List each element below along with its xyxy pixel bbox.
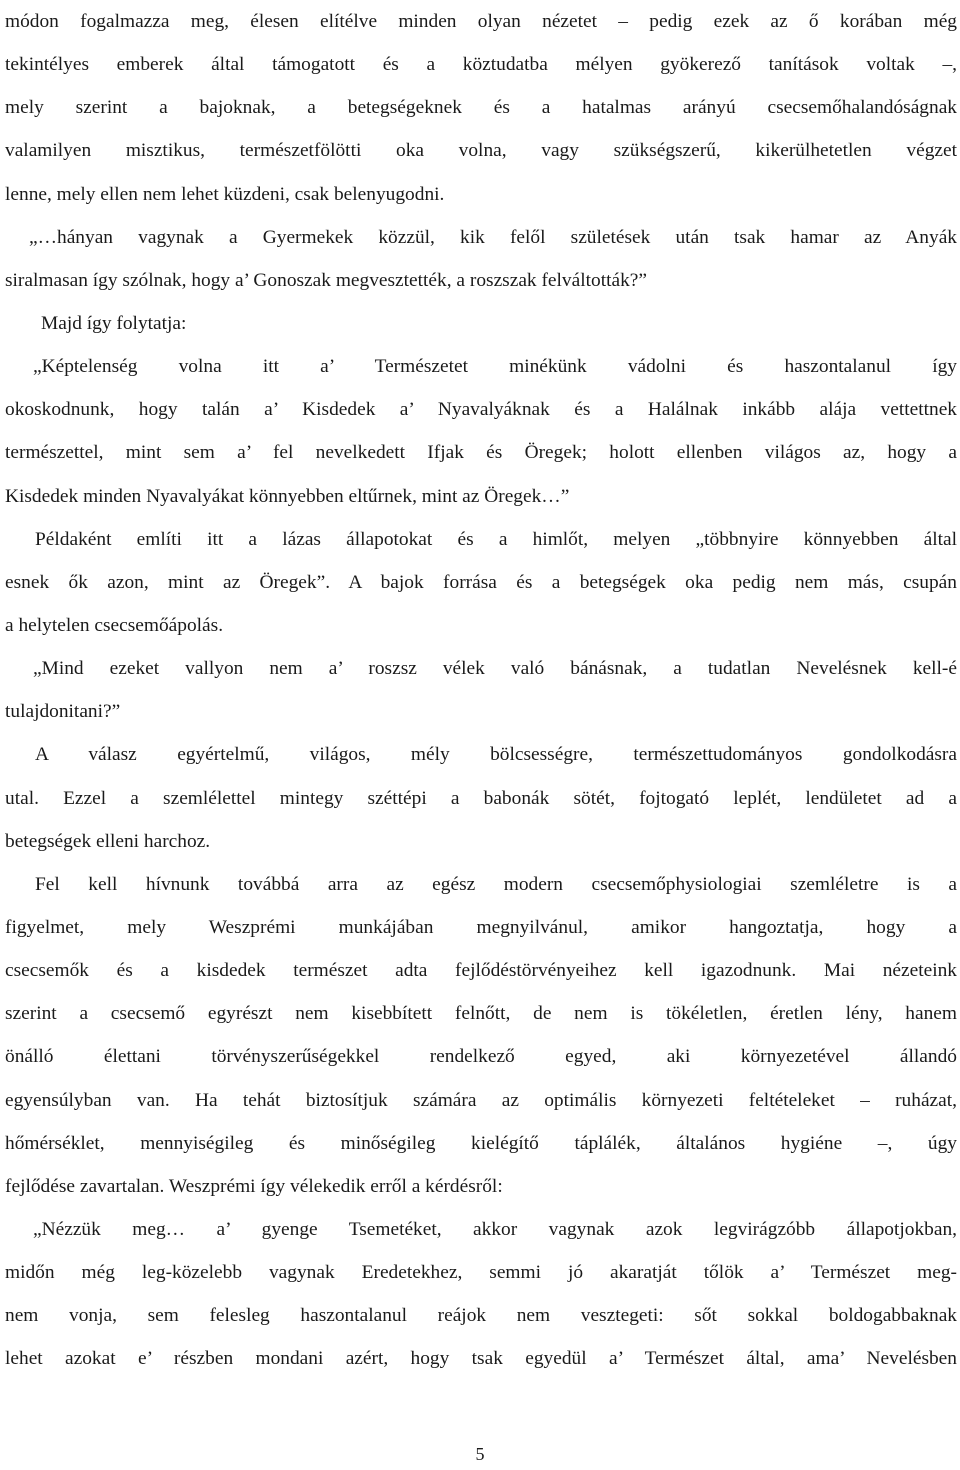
quote-line: „Mind ezeket vallyon nem a’ roszsz vélek való bánásnak, a tudatlan Nevelésnek kell-é (33, 658, 957, 680)
text-line: utal. Ezzel a szemlélettel mintegy széttépi a babonák sötét, fojtogató leplét, lendületet ad a (5, 787, 957, 809)
text-line: tekintélyes emberek által támogatott és a köztudatba mélyen gyökerező tanítások voltak –, (5, 54, 957, 76)
body-text (5, 0, 957, 1381)
text-line: fejlődése zavartalan. Weszprémi így vélekedik erről a kérdésről: (5, 1175, 503, 1197)
text-line: betegségek elleni harchoz. (5, 830, 211, 852)
text-line: a helytelen csecsemőápolás. (5, 614, 224, 636)
page-number: 5 (475, 1444, 485, 1464)
text-line: Példaként említi itt a lázas állapotokat és a himlőt, melyen „többnyire könnyebben által (35, 528, 957, 550)
quote-line: természettel, mint sem a’ fel nevelkedett Ifjak és Öregek; holott ellenben világos az, hogy a (5, 442, 957, 464)
text-line: valamilyen misztikus, természetfölötti oka volna, vagy szükségszerű, kikerülhetetlen végzet (5, 140, 957, 162)
quote-line: „Nézzük meg… a’ gyenge Tsemetéket, akkor vagynak azok legvirágzóbb állapotjokban, (33, 1218, 957, 1240)
quote-line: tulajdonitani?” (5, 701, 121, 723)
text-line: lenne, mely ellen nem lehet küzdeni, csak belenyugodni. (5, 183, 445, 205)
text-line: esnek ők azon, mint az Öregek”. A bajok forrása és a betegségek oka pedig nem más, csupán (5, 571, 957, 593)
quote-line: nem vonja, sem felesleg haszontalanul reájok nem vesztegeti: sőt sokkal boldogabbaknak (5, 1305, 957, 1327)
text-line: mely szerint a bajoknak, a betegségeknek és a hatalmas arányú csecsemőhalandóságnak (5, 97, 957, 119)
text-line: módon fogalmazza meg, élesen elítélve minden olyan nézetet – pedig ezek az ő korában még (5, 11, 957, 32)
quote-line: lehet azokat e’ részben mondani azért, hogy tsak egyedül a’ Természet által, ama’ Nevelésben (5, 1348, 957, 1370)
text-line: Majd így folytatja: (41, 312, 187, 334)
text-line: figyelmet, mely Weszprémi munkájában megnyilvánul, amikor hangoztatja, hogy a (5, 916, 957, 938)
quote-line: okoskodnunk, hogy talán a’ Kisdedek a’ Nyavalyáknak és a Halálnak inkább alája vettettnek (5, 399, 957, 421)
quote-line: midőn még leg-közelebb vagynak Eredetekhez, semmi jó akaratját tőlök a’ Természet meg- (5, 1262, 957, 1284)
text-line: csecsemők és a kisdedek természet adta fejlődéstörvényeihez kell igazodnunk. Mai nézeteink (5, 960, 957, 982)
text-line: A válasz egyértelmű, világos, mély bölcsességre, természettudományos gondolkodásra (35, 744, 957, 766)
text-line: Fel kell hívnunk továbbá arra az egész modern csecsemőphysiologiai szemléletre is a (35, 873, 957, 895)
quote-line: „…hányan vagynak a Gyermekek közzül, kik felől születések után tsak hamar az Anyák (29, 226, 957, 248)
quote-line: „Képtelenség volna itt a’ Természetet minékünk vádolni és haszontalanul így (33, 356, 957, 378)
text-line: hőmérséklet, mennyiségileg és minőségileg kielégítő táplálék, általános hygiéne –, úgy (5, 1132, 957, 1154)
text-line: szerint a csecsemő egyrészt nem kisebbített felnőtt, de nem is tökéletlen, éretlen lény, hanem (5, 1003, 957, 1025)
text-line: önálló élettani törvényszerűségekkel rendelkező egyed, aki környezetével állandó (5, 1046, 957, 1068)
quote-line: Kisdedek minden Nyavalyákat könnyebben eltűrnek, mint az Öregek…” (5, 485, 570, 507)
quote-line: siralmasan így szólnak, hogy a’ Gonoszak megvesztették, a roszszak felváltották?” (5, 269, 647, 291)
text-line: egyensúlyban van. Ha tehát biztosítjuk számára az optimális környezeti feltételeket – ruházat, (5, 1089, 957, 1111)
